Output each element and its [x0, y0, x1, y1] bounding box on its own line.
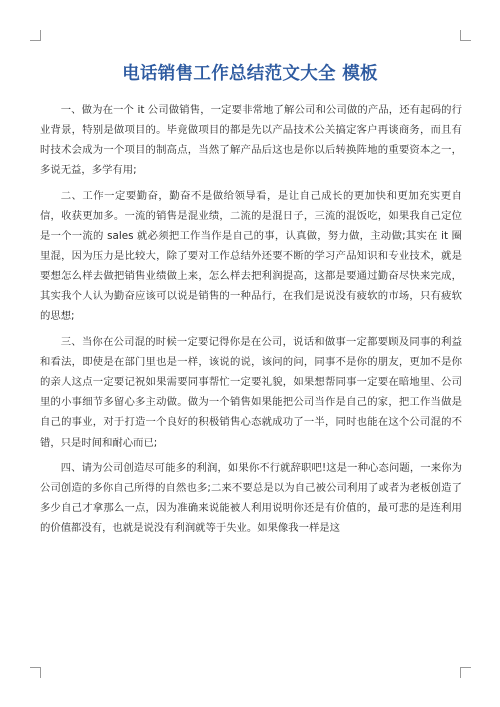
paragraph-2: 二、工作一定要勤奋，勤奋不是做给领导看，是让自己成长的更加快和更加充实更自信，收获更加多。一流的销售是混业绩，二流的是混日子，三流的混饭吃，如果我自己定位是一个一流的 sales 就必须把工作当作是自己的事，认真做，努力做，主动做;其实在 it 圈里混，因为压力是比较大，除了要对工作总结外还要不断的学习产品知识和专业技术，就是要想怎么样去做把销售业绩做上来，怎么样去把利润提高，这都是要通过勤奋尽快来完成，其实我个人认为勤奋应该可以说是销售的一种品行，在我们是说没有疲软的市场，只有疲软的思想; [40, 189, 462, 323]
document-title: 电话销售工作总结范文大全 模板 [122, 64, 378, 84]
paragraph-3: 三、当你在公司混的时候一定要记得你是在公司，说话和做事一定都要顾及同事的利益和看法，即使是在部门里也是一样，该说的说，该问的问，同事不是你的朋友，更加不是你的亲人这点一定要记祝如果需要同事帮忙一定要礼貌，如果想帮同事一定要在暗地里、公司里的小事细节多留心多主动做。做为一个销售如果能把公司当作是自己的家，把工作当做是自己的事业，对于打造一个良好的积极销售心态就成功了一半，同时也能在这个公司混的不错，只是时间和耐心而已; [40, 336, 462, 449]
paragraph-4: 四、请为公司创造尽可能多的利润，如果你不行就辞职吧!这是一种心态问题，一来你为公司创造的多你自己所得的自然也多;二来不要总是以为自己被公司利用了或者为老板创造了多少自己才拿那么一点，因为准确来说能被人利用说明你还是有价值的，最可悲的是连利用的价值都没有，也就是说没有利润就等于失业。如果像我一样是这 [40, 462, 462, 535]
document-body [40, 100, 462, 544]
crop-mark-top-right [460, 30, 471, 41]
paragraph-1: 一、做为在一个 it 公司做销售，一定要非常地了解公司和公司做的产品，还有起码的行业背景，特别是做项目的。毕竟做项目的都是先以产品技术公关搞定客户再谈商务，而且有时技术会成为一个项目的制高点，当然了解产品后这也是你以后转换阵地的重要资本之一，多说无益，多学有用; [40, 104, 462, 177]
crop-mark-top-left [30, 30, 41, 41]
crop-mark-bottom-right [460, 667, 471, 678]
crop-mark-bottom-left [30, 667, 41, 678]
